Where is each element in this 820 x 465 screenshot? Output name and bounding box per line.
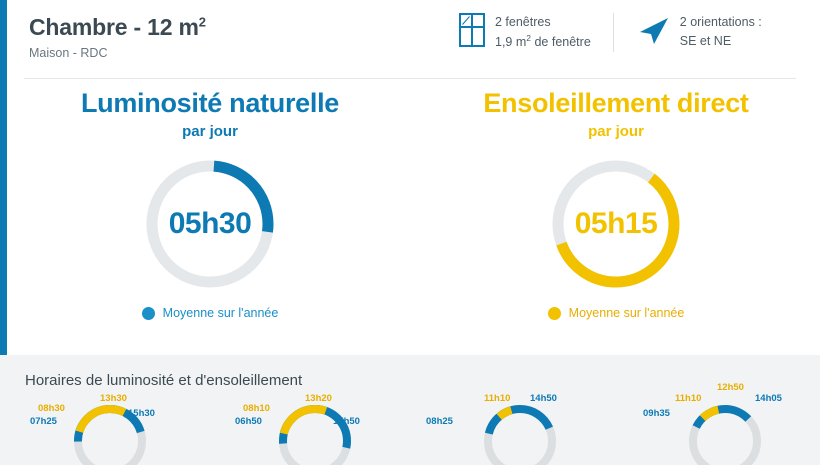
window-icon — [459, 13, 485, 47]
legend-dot-icon — [548, 307, 561, 320]
gauge-luminosite-legend — [7, 306, 413, 320]
gauges-section — [7, 88, 820, 353]
mini-2-sun-end: 13h20 — [305, 393, 332, 404]
mini-1-sun-start: 08h30 — [38, 403, 65, 414]
mini-donut-icon — [70, 401, 150, 465]
gauge-ensoleillement-legend — [413, 306, 819, 320]
windows-area-value: 1,9 m — [495, 35, 527, 50]
compass-arrow-icon — [636, 15, 670, 47]
schedule-panel-title: Horaires de luminosité et d'ensoleillement — [25, 372, 303, 389]
page-title-text: Chambre - 12 m — [29, 14, 199, 40]
mini-2-lum-end: 17h50 — [333, 416, 360, 427]
gauge-luminosite-value: 05h30 — [168, 207, 252, 240]
windows-area — [495, 32, 591, 53]
gauge-ensoleillement — [413, 88, 819, 353]
schedule-mini-chart — [615, 382, 820, 465]
gauge-luminosite-legend-label: Moyenne sur l'année — [162, 306, 279, 320]
gauge-ensoleillement-subtitle: par jour — [588, 123, 644, 140]
mini-donut-icon — [275, 401, 355, 465]
mini-3-lum-end: 14h50 — [530, 393, 557, 404]
room-subtitle: Maison - RDC — [29, 46, 108, 60]
mini-4-lum-start: 09h35 — [643, 408, 670, 419]
mini-2-lum-start: 06h50 — [235, 416, 262, 427]
gauge-luminosite-subtitle: par jour — [182, 123, 238, 140]
mini-2-sun-start: 08h10 — [243, 403, 270, 414]
schedule-mini-chart — [205, 393, 410, 465]
mini-1-sun-end: 13h30 — [100, 393, 127, 404]
mini-4-lum-end: 14h05 — [755, 393, 782, 404]
mini-1-lum-start: 07h25 — [30, 416, 57, 427]
orientations-text — [680, 13, 762, 52]
mini-donut-icon — [480, 401, 560, 465]
mini-4-sun-start: 11h10 — [675, 393, 702, 404]
windows-area-superscript: 2 — [526, 33, 531, 44]
orientations-values: SE et NE — [679, 34, 732, 49]
legend-dot-icon — [142, 307, 155, 320]
gauge-ensoleillement-legend-label: Moyenne sur l'année — [568, 306, 685, 320]
mini-donut-icon — [685, 401, 765, 465]
gauge-ensoleillement-donut — [548, 156, 684, 292]
orientations-count: 2 orientations : — [679, 15, 762, 29]
gauge-luminosite-donut — [142, 156, 278, 292]
mini-4-sun-end: 12h50 — [717, 382, 744, 393]
windows-count: 2 fenêtres — [495, 15, 551, 29]
page-title — [29, 14, 437, 41]
header-stats — [437, 0, 784, 53]
mini-3-lum-start: 08h25 — [426, 416, 453, 427]
schedule-mini-charts — [0, 382, 820, 465]
orientations-stat — [613, 13, 784, 52]
gauge-luminosite-title: Luminosité naturelle — [80, 88, 340, 118]
schedule-panel — [0, 355, 820, 465]
page-title-superscript: 2 — [198, 14, 206, 30]
schedule-mini-chart — [0, 393, 205, 465]
left-accent-bar — [0, 0, 7, 355]
header-room-info — [7, 0, 437, 60]
mini-3-sun-end: 11h10 — [484, 393, 511, 404]
gauge-ensoleillement-title: Ensoleillement direct — [483, 88, 749, 118]
windows-area-suffix: de fenêtre — [531, 35, 591, 50]
gauge-ensoleillement-value: 05h15 — [574, 207, 658, 240]
schedule-mini-chart — [410, 393, 615, 465]
windows-stat-text — [495, 13, 591, 53]
gauge-luminosite — [7, 88, 413, 353]
windows-stat — [437, 13, 613, 53]
header-divider — [24, 78, 796, 79]
header — [7, 0, 820, 78]
mini-1-lum-end: 15h30 — [128, 408, 155, 419]
